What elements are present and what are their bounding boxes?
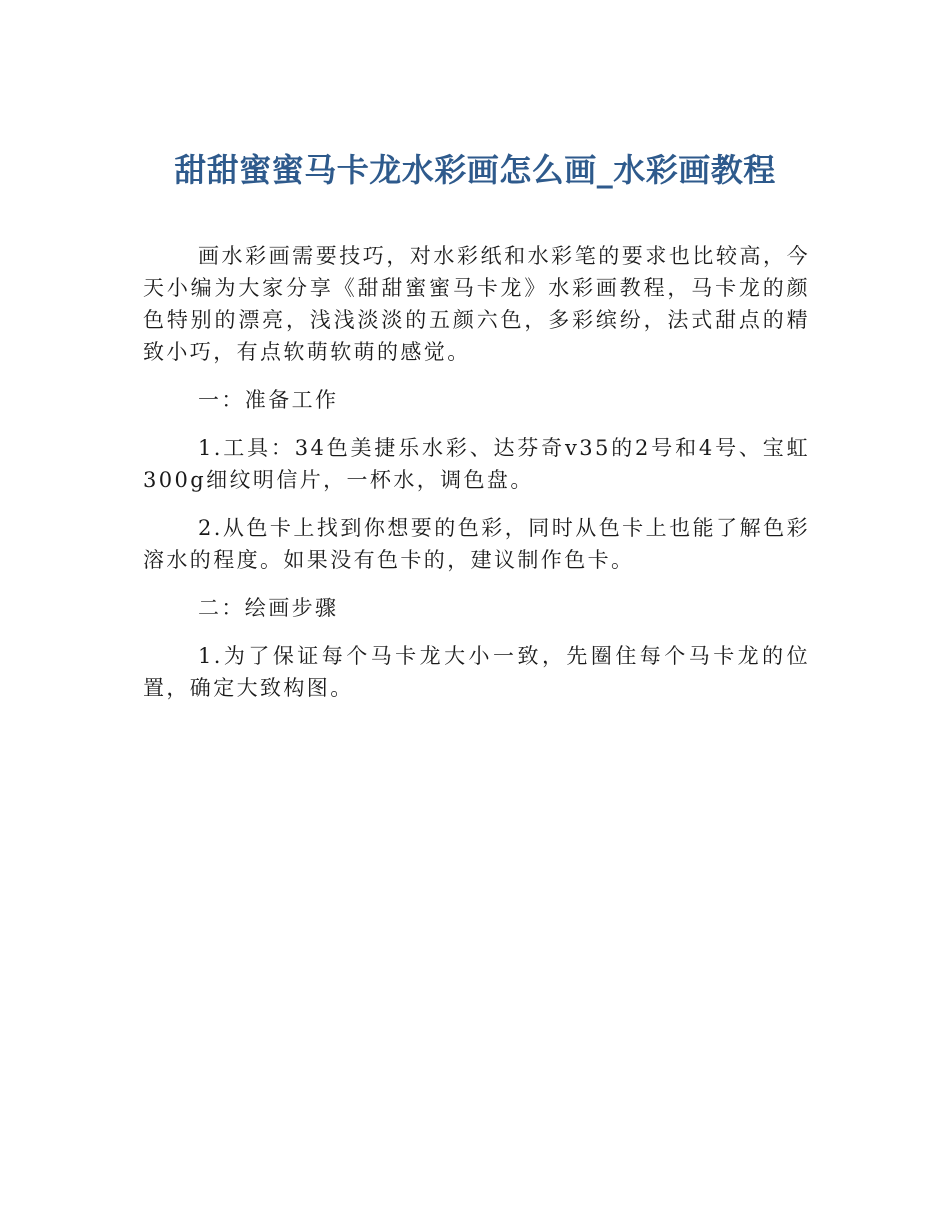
section-heading-preparation: 一：准备工作 [198, 388, 339, 412]
document-body [143, 240, 810, 720]
intro-paragraph: 画水彩画需要技巧，对水彩纸和水彩笔的要求也比较高，今天小编为大家分享《甜甜蜜蜜马卡龙》水彩画教程，马卡龙的颜色特别的漂亮，浅浅淡淡的五颜六色，多彩缤纷，法式甜点的精致小巧，有点软萌软萌的感觉。 [143, 244, 810, 364]
document-title: 甜甜蜜蜜马卡龙水彩画怎么画_水彩画教程 [174, 151, 776, 189]
color-card-paragraph: 2.从色卡上找到你想要的色彩，同时从色卡上也能了解色彩溶水的程度。如果没有色卡的，建议制作色卡。 [143, 516, 810, 572]
step-one-paragraph: 1.为了保证每个马卡龙大小一致，先圈住每个马卡龙的位置，确定大致构图。 [143, 644, 810, 700]
section-heading-steps: 二：绘画步骤 [198, 596, 339, 620]
tools-paragraph: 1.工具：34色美捷乐水彩、达芬奇v35的2号和4号、宝虹300g细纹明信片，一杯水，调色盘。 [143, 436, 810, 492]
